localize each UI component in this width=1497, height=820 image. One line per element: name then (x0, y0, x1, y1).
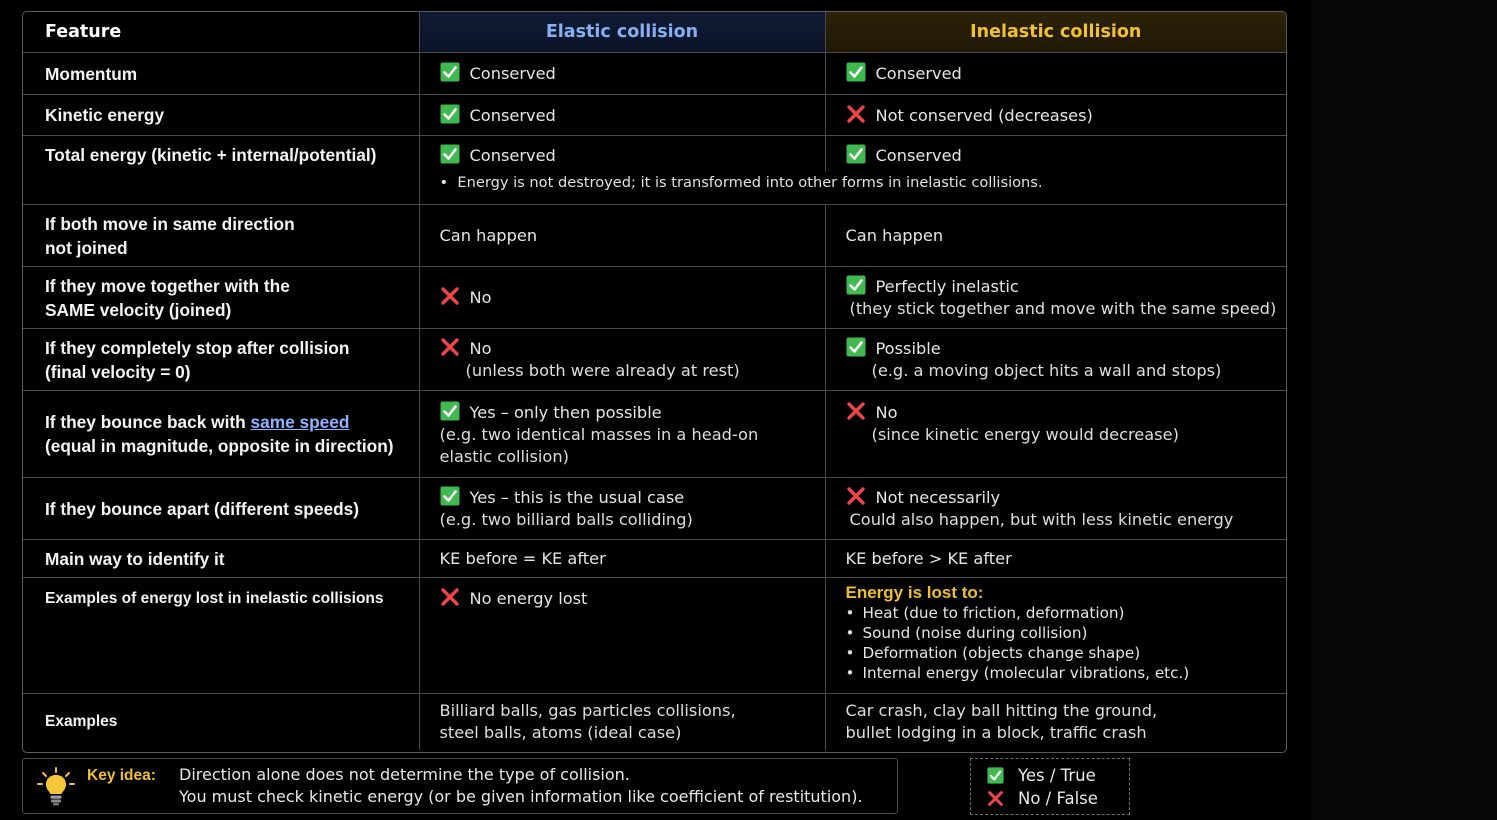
check-mark-icon (846, 144, 866, 164)
cell-elastic: No (unless both were already at rest) (419, 329, 825, 391)
table-row (23, 478, 1286, 540)
key-idea-text (179, 764, 863, 808)
cell-elastic: Yes – only then possible (e.g. two identical masses in a head-on elastic collision) (419, 391, 825, 478)
row-label-identify: Main way to identify it (23, 540, 419, 578)
key-idea-label: Key idea: (87, 767, 156, 784)
cell-inelastic: Not necessarily Could also happen, but with less kinetic energy (825, 478, 1286, 540)
check-mark-icon (440, 62, 460, 82)
table-row (23, 136, 1286, 172)
row-label-kinetic-energy: Kinetic energy (23, 95, 419, 136)
key-idea-box (22, 758, 898, 814)
table-row (23, 267, 1286, 329)
header-feature: Feature (23, 12, 419, 53)
check-mark-icon (846, 337, 866, 357)
cross-mark-icon (987, 790, 1004, 807)
row-label-momentum: Momentum (23, 53, 419, 95)
row-label-bounce-apart: If they bounce apart (different speeds) (23, 478, 419, 540)
energy-note: • Energy is not destroyed; it is transformed into other forms in inelastic collisions. (419, 172, 1286, 205)
legend (970, 758, 1130, 815)
cross-mark-icon (846, 104, 866, 124)
legend-yes: Yes / True (987, 766, 1096, 785)
cell-elastic: Conserved (419, 95, 825, 136)
check-mark-icon (846, 275, 866, 295)
right-margin-panel (1311, 0, 1497, 820)
check-mark-icon (440, 401, 460, 421)
table-row (23, 391, 1286, 478)
cell-elastic: No (419, 267, 825, 329)
row-label-energy-lost: Examples of energy lost in inelastic collisions (23, 578, 419, 694)
row-label-bounce-same-speed: If they bounce back with same speed (equal in magnitude, opposite in direction) (23, 391, 419, 478)
cell-elastic: Can happen (419, 205, 825, 267)
row-label-move-together: If they move together with the SAME velocity (joined) (23, 267, 419, 329)
table-header-row (23, 12, 1286, 53)
cross-mark-icon (440, 337, 460, 357)
cell-inelastic: Possible (e.g. a moving object hits a wall and stops) (825, 329, 1286, 391)
lightbulb-icon (37, 767, 75, 807)
cell-elastic: KE before = KE after (419, 540, 825, 578)
table-row (23, 53, 1286, 95)
same-speed-link[interactable]: same speed (250, 412, 350, 432)
energy-lost-title: Energy is lost to: (845, 583, 984, 602)
list-item: • Internal energy (molecular vibrations, etc.) (846, 663, 1287, 683)
cross-mark-icon (440, 286, 460, 306)
check-mark-icon (846, 62, 866, 82)
header-inelastic: Inelastic collision (825, 12, 1286, 53)
cell-inelastic: KE before > KE after (825, 540, 1286, 578)
cell-inelastic: Car crash, clay ball hitting the ground, bullet lodging in a block, traffic crash (825, 694, 1286, 750)
header-elastic: Elastic collision (419, 12, 825, 53)
check-mark-icon (440, 104, 460, 124)
energy-lost-list (846, 603, 1287, 683)
cell-inelastic (825, 578, 1286, 694)
cell-elastic: Yes – this is the usual case (e.g. two billiard balls colliding) (419, 478, 825, 540)
cell-elastic: Billiard balls, gas particles collisions, steel balls, atoms (ideal case) (419, 694, 825, 750)
key-idea-line: Direction alone does not determine the type of collision. (179, 765, 630, 784)
table-row (23, 540, 1286, 578)
cell-inelastic: Conserved (825, 53, 1286, 95)
cell-elastic: Conserved (419, 53, 825, 95)
legend-no: No / False (987, 789, 1098, 808)
cell-inelastic: Not conserved (decreases) (825, 95, 1286, 136)
cell-inelastic: No (since kinetic energy would decrease) (825, 391, 1286, 478)
row-label-complete-stop: If they completely stop after collision (final velocity = 0) (23, 329, 419, 391)
list-item: • Sound (noise during collision) (846, 623, 1287, 643)
cell-elastic: Conserved (419, 136, 825, 172)
table-row (23, 205, 1286, 267)
cell-elastic: No energy lost (419, 578, 825, 694)
row-label-examples: Examples (23, 694, 419, 750)
list-item: • Heat (due to friction, deformation) (846, 603, 1287, 623)
key-idea-line: You must check kinetic energy (or be given information like coefficient of restitution). (179, 787, 863, 806)
list-item: • Deformation (objects change shape) (846, 643, 1287, 663)
table-row (23, 95, 1286, 136)
comparison-table (22, 11, 1287, 753)
cell-inelastic: Can happen (825, 205, 1286, 267)
table-row (23, 329, 1286, 391)
cell-inelastic: Conserved (825, 136, 1286, 172)
row-label-total-energy: Total energy (kinetic + internal/potential) (23, 136, 419, 205)
cell-inelastic: Perfectly inelastic (they stick together and move with the same speed) (825, 267, 1286, 329)
check-mark-icon (440, 144, 460, 164)
cross-mark-icon (846, 401, 866, 421)
check-mark-icon (987, 767, 1004, 784)
table-row (23, 578, 1286, 694)
cross-mark-icon (846, 486, 866, 506)
check-mark-icon (440, 486, 460, 506)
table-row (23, 694, 1286, 750)
cross-mark-icon (440, 587, 460, 607)
row-label-same-direction: If both move in same direction not joined (23, 205, 419, 267)
